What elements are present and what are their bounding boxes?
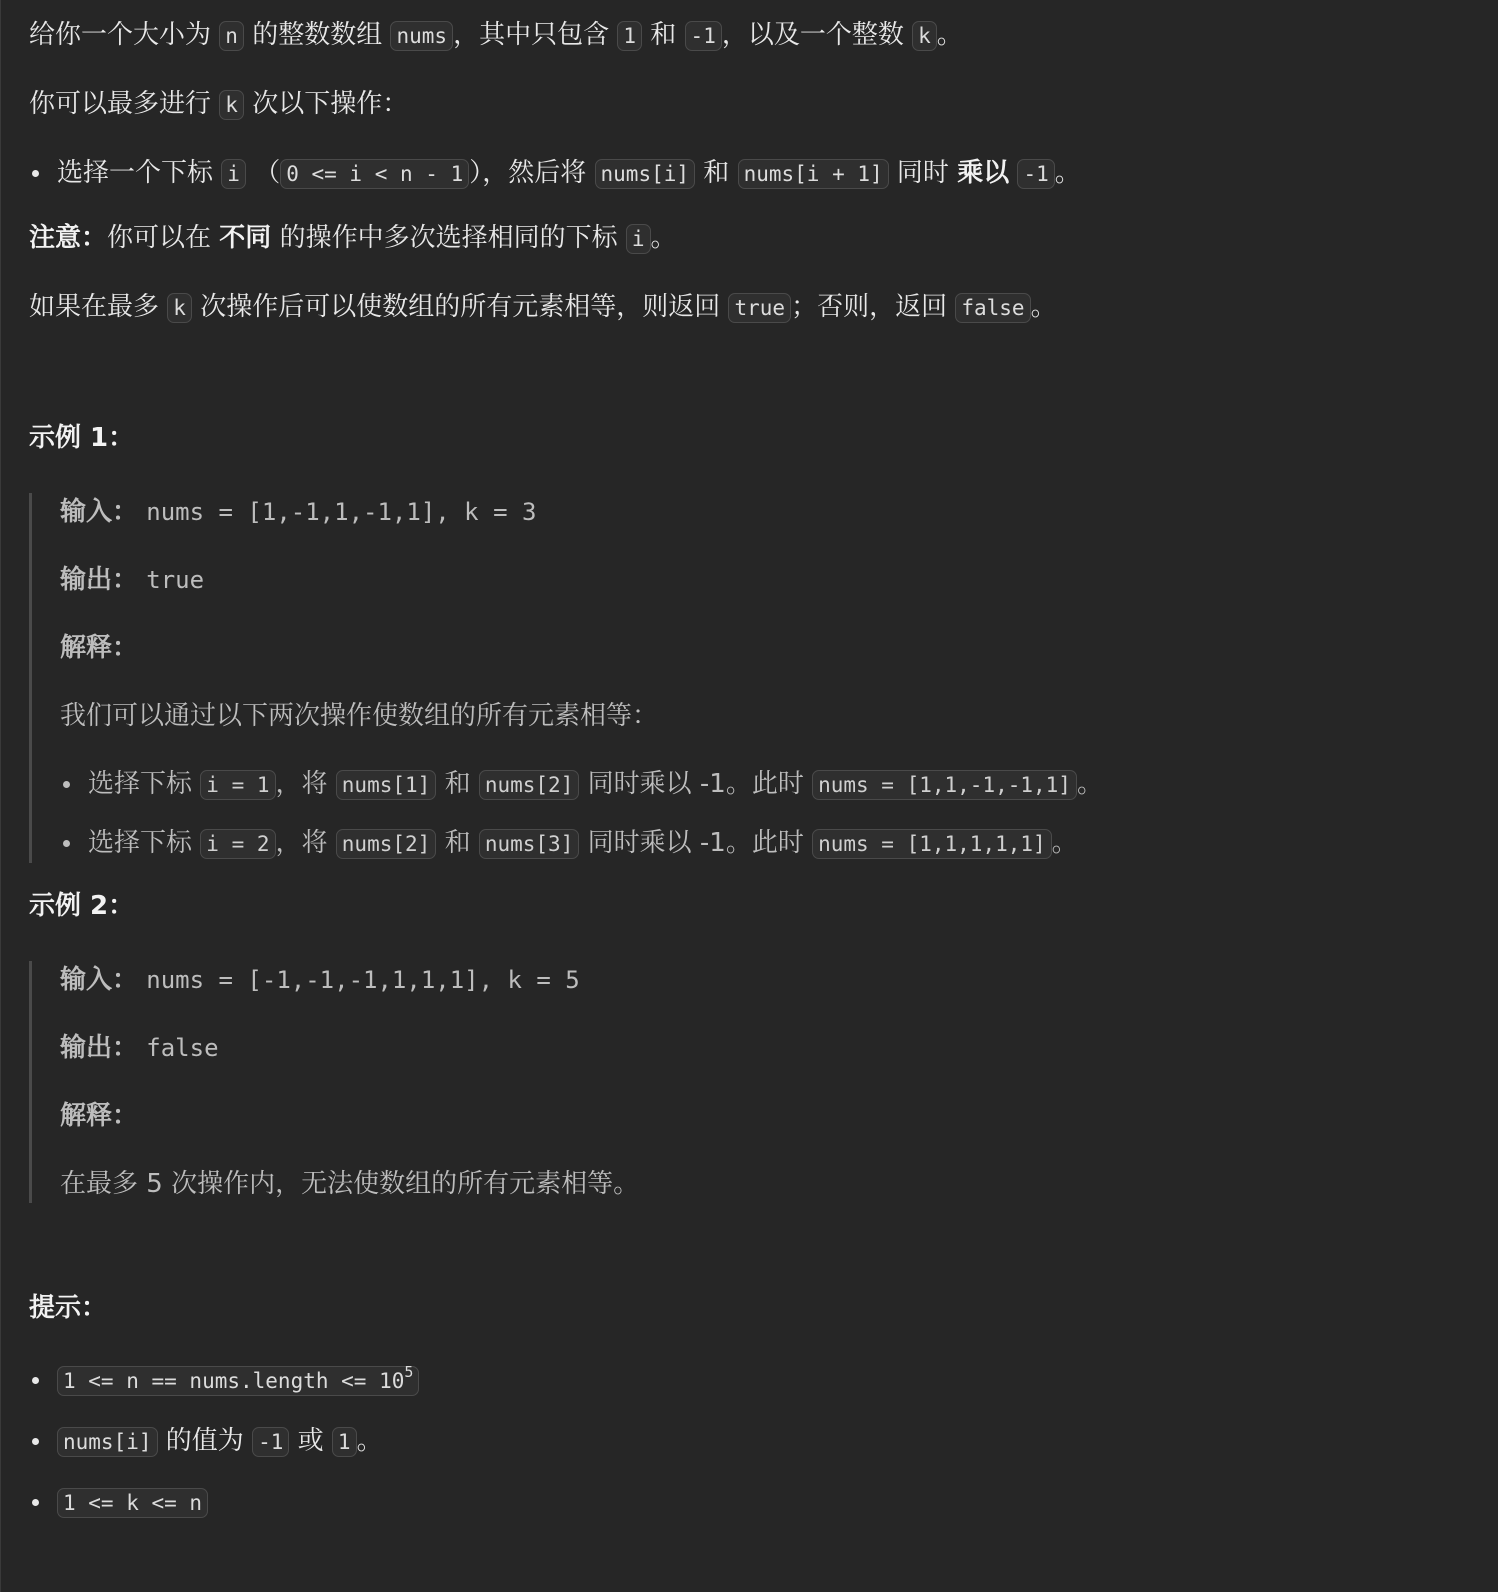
code-k: k (167, 293, 192, 323)
code-range: 0 <= i < n - 1 (280, 159, 469, 189)
tips-list (29, 1363, 1478, 1520)
code-i: i (221, 159, 246, 189)
example-2-title: 示例 2： (29, 891, 135, 921)
list-item: 选择下标 i = 2 ，将 nums[2] 和 nums[3] 同时乘以 -1。此时 nums = [1,1,1,1,1] 。 (60, 826, 1478, 861)
return-paragraph: 如果在最多 k 次操作后可以使数组的所有元素相等，则返回 true ；否则，返回 false 。 (29, 292, 1057, 322)
example-2-explain-label: 解释： (60, 1101, 139, 1131)
example-1-explain-label: 解释： (60, 633, 139, 663)
code-one: 1 (617, 21, 642, 51)
code-neg-one: -1 (1017, 159, 1054, 189)
spacer (29, 1229, 1478, 1291)
list-item (29, 1485, 1478, 1520)
constraint-n: 1 <= n == nums.length <= $10^5$ (57, 1366, 419, 1396)
spacer (29, 359, 1478, 421)
code-nums: nums (390, 21, 453, 51)
example-1-steps (60, 767, 1478, 861)
example-1-block (29, 493, 1478, 863)
list-item: 选择下标 i = 1 ，将 nums[1] 和 nums[2] 同时乘以 -1。此时 nums = [1,1,-1,-1,1] 。 (60, 767, 1478, 802)
list-item: nums[i] 的值为 -1 或 1 。 (29, 1424, 1478, 1459)
example-2-block (29, 961, 1478, 1203)
code-neg-one: -1 (685, 21, 722, 51)
example-1-explain-text: 我们可以通过以下两次操作使数组的所有元素相等： (60, 701, 659, 731)
code-n: n (219, 21, 244, 51)
code-one: 1 (332, 1427, 357, 1457)
example-1-input: 输入： nums = [1,-1,1,-1,1], k = 3 (60, 497, 537, 527)
intro-paragraph: 给你一个大小为 n 的整数数组 nums ，其中只包含 1 和 -1 ，以及一个整数 k 。 (29, 20, 963, 50)
operation-list (29, 156, 1478, 191)
example-1-output: 输出： true (60, 565, 205, 595)
code-false: false (955, 293, 1030, 323)
operations-paragraph: 你可以最多进行 k 次以下操作： (29, 89, 409, 119)
code-nums-i: nums[i] (595, 159, 696, 189)
constraint-k: 1 <= k <= n (57, 1488, 208, 1518)
list-item (29, 1363, 1478, 1398)
code-true: true (728, 293, 791, 323)
code-k: k (912, 21, 937, 51)
problem-description (29, 18, 1478, 1520)
code-nums-i-plus-1: nums[i + 1] (738, 159, 889, 189)
tips-title: 提示： (29, 1293, 108, 1323)
note-paragraph: 注意：你可以在 不同 的操作中多次选择相同的下标 i 。 (29, 223, 677, 253)
list-item: 选择一个下标 i （ 0 <= i < n - 1 ），然后将 nums[i] 和 nums[i + 1] 同时 乘以 -1 。 (29, 156, 1478, 191)
code-k: k (219, 90, 244, 120)
code-nums-i: nums[i] (57, 1427, 158, 1457)
example-2-explain-text: 在最多 5 次操作内，无法使数组的所有元素相等。 (60, 1169, 640, 1199)
tips-section (29, 1363, 1478, 1520)
example-2-output: 输出： false (60, 1033, 219, 1063)
example-2-input: 输入： nums = [-1,-1,-1,1,1,1], k = 5 (60, 965, 580, 995)
example-1-title: 示例 1： (29, 423, 135, 453)
code-i: i (626, 224, 651, 254)
code-neg-one: -1 (252, 1427, 289, 1457)
